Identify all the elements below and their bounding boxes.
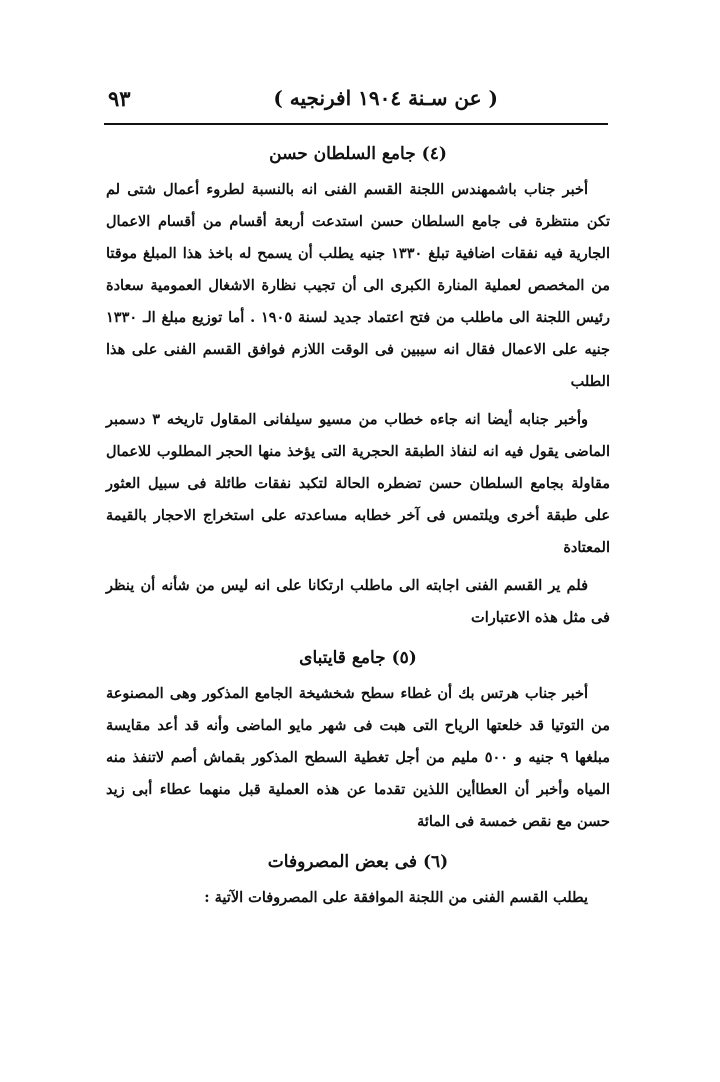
page-number: ٩٣ <box>108 86 131 111</box>
paragraph: وأخبر جنابه أيضا انه جاءه خطاب من مسيو سيلفانى المقاول تاريخه ٣ دسمبر الماضى يقول فيه انه لنفاذ الطبقة الحجرية التى يؤخذ منها الحجر المطلوب للاعمال مقاولة بجامع السلطان حسن تضطره الحالة لتكبد نفقات طائلة فى سبيل العثور على طبقة أخرى ويلتمس فى آخر خطابه مساعدته على استخراج الاحجار بالقيمة المعتادة <box>106 411 610 556</box>
paragraph: أخبر جناب هرتس بك أن غطاء سطح شخشيخة الجامع المذكور وهى المصنوعة من التوتيا قد خلعتها الرياح التى هبت فى شهر مايو الماضى وأنه قد أعد مقايسة مبلغها ٩ جنيه و ٥٠٠ مليم من أجل تغطية السطح المذكور بقماش أصم لاتنفذ منه المياه وأخبر أن العطاأين اللذين تقدما عن هذه العملية قبل منهما عطاء أبى زيد حسن مع نقص خمسة فى المائة <box>106 685 611 830</box>
paragraph: يطلب القسم الفنى من اللجنة الموافقة على المصروفات الآتية : <box>204 889 588 906</box>
page-body <box>106 138 610 914</box>
paragraph: فلم ير القسم الفنى اجابته الى ماطلب ارتكانا على انه ليس من شأنه أن ينظر فى مثل هذه الاعتبارات <box>106 577 610 626</box>
header-rule <box>104 123 608 125</box>
section-title-sultan-hassan: (٤) جامع السلطان حسن <box>269 144 447 164</box>
section-title-qaitbay: (٥) جامع قايتباى <box>299 648 417 668</box>
running-title: ( عن سـنة ١٩٠٤ افرنجيه ) <box>273 86 498 110</box>
page-header <box>108 86 608 120</box>
section-title-expenses: (٦) فى بعض المصروفات <box>267 852 449 872</box>
paragraph: أخبر جناب باشمهندس اللجنة القسم الفنى انه بالنسبة لطروء أعمال شتى لم تكن منتظرة فى جامع السلطان حسن استدعت أربعة أقسام من أقسام الاعمال الجارية فيه نفقات اضافية تبلغ ١٣٣٠ جنيه يطلب أن يسمح له باخذ هذا المبلغ موقتا من المخصص لعملية المنارة الكبرى الى أن تجيب نظارة الاشغال العمومية سعادة رئيس اللجنة الى ماطلب من فتح اعتماد جديد لسنة ١٩٠٥ . أما توزيع مبلغ الـ ١٣٣٠ جنيه على الاعمال فقال انه سيبين فى الوقت اللازم فوافق القسم الفنى على هذا الطلب <box>106 181 610 390</box>
